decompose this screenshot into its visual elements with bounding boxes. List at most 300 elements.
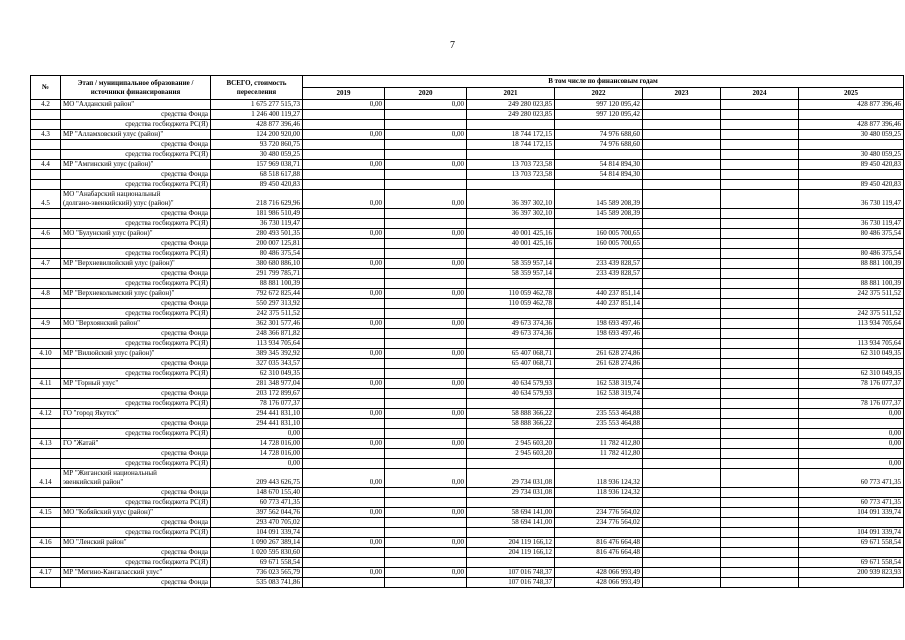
cell-year-2025: 78 176 077,37	[799, 379, 904, 389]
cell-total: 280 493 501,35	[211, 229, 303, 239]
cell-year-2025: 428 877 396,46	[799, 120, 904, 130]
table-row-source	[31, 219, 904, 229]
cell-year-2020	[385, 518, 467, 528]
cell-total: 30 480 059,25	[211, 150, 303, 160]
cell-year-2020	[385, 309, 467, 319]
cell-name-line2: эвенкийский район"	[63, 478, 124, 486]
cell-year-2022	[555, 339, 643, 349]
cell-year-2023	[643, 429, 721, 439]
cell-year-2024	[721, 339, 799, 349]
cell-name: средства Фонда	[61, 209, 211, 219]
cell-year-2025: 113 934 705,64	[799, 319, 904, 329]
cell-year-2019	[303, 269, 385, 279]
cell-year-2023	[643, 578, 721, 588]
cell-year-2019	[303, 498, 385, 508]
cell-year-2025: 62 310 049,35	[799, 369, 904, 379]
cell-total: 36 730 119,47	[211, 219, 303, 229]
table-row-municipality	[31, 568, 904, 578]
header-by-years: В том числе по финансовым годам	[303, 76, 904, 88]
cell-year-2020	[385, 548, 467, 558]
cell-year-2022	[555, 558, 643, 568]
cell-year-2022: 997 120 095,42	[555, 100, 643, 110]
cell-year-2022: 160 005 700,65	[555, 239, 643, 249]
cell-year-2024	[721, 389, 799, 399]
cell-year-2022	[555, 180, 643, 190]
cell-num	[31, 429, 61, 439]
table-row-source	[31, 249, 904, 259]
cell-year-2022	[555, 429, 643, 439]
cell-year-2023	[643, 568, 721, 578]
cell-name: средства Фонда	[61, 449, 211, 459]
table-row-municipality	[31, 319, 904, 329]
cell-year-2022: 145 589 208,39	[555, 209, 643, 219]
cell-year-2023	[643, 269, 721, 279]
cell-year-2020	[385, 170, 467, 180]
cell-year-2025: 36 730 119,47	[799, 219, 904, 229]
cell-year-2023	[643, 100, 721, 110]
cell-year-2020	[385, 578, 467, 588]
cell-year-2021: 249 280 023,85	[467, 100, 555, 110]
cell-year-2019	[303, 309, 385, 319]
table-row-municipality	[31, 439, 904, 449]
cell-name-line1: МО "Анабарский национальный	[63, 190, 161, 198]
cell-year-2025: 200 939 823,93	[799, 568, 904, 578]
cell-total: 209 443 626,75	[211, 469, 303, 488]
cell-name: средства госбюджета РС(Я)	[61, 369, 211, 379]
cell-total: 62 310 049,35	[211, 369, 303, 379]
table-row-municipality	[31, 469, 904, 488]
cell-year-2025: 0,00	[799, 409, 904, 419]
cell-year-2021: 13 703 723,58	[467, 160, 555, 170]
header-year-2020: 2020	[385, 88, 467, 100]
cell-year-2020: 0,00	[385, 259, 467, 269]
cell-year-2019	[303, 219, 385, 229]
cell-year-2023	[643, 399, 721, 409]
cell-num	[31, 369, 61, 379]
cell-name: средства госбюджета РС(Я)	[61, 459, 211, 469]
cell-year-2020	[385, 209, 467, 219]
cell-year-2022: 428 066 993,49	[555, 568, 643, 578]
cell-year-2022: 74 976 688,60	[555, 130, 643, 140]
cell-year-2024	[721, 469, 799, 488]
table-row-source	[31, 548, 904, 558]
cell-year-2019	[303, 249, 385, 259]
table-row-source	[31, 369, 904, 379]
table-body	[31, 100, 904, 588]
header-year-2023: 2023	[643, 88, 721, 100]
cell-year-2024	[721, 239, 799, 249]
cell-total: 88 881 100,39	[211, 279, 303, 289]
table-row-source	[31, 279, 904, 289]
cell-num: 4.14	[31, 469, 61, 488]
cell-year-2020: 0,00	[385, 130, 467, 140]
cell-year-2021: 204 119 166,12	[467, 538, 555, 548]
cell-year-2025: 88 881 100,39	[799, 259, 904, 269]
cell-num	[31, 359, 61, 369]
cell-num	[31, 180, 61, 190]
cell-year-2022	[555, 399, 643, 409]
cell-year-2020	[385, 329, 467, 339]
cell-year-2019: 0,00	[303, 568, 385, 578]
cell-name: МО "Булунский улус (район)"	[61, 229, 211, 239]
cell-num	[31, 140, 61, 150]
cell-year-2025: 78 176 077,37	[799, 399, 904, 409]
cell-total: 1 090 267 389,14	[211, 538, 303, 548]
cell-name: МР "Верхнеколымский улус (район)"	[61, 289, 211, 299]
cell-year-2024	[721, 170, 799, 180]
cell-year-2025: 428 877 396,46	[799, 100, 904, 110]
cell-year-2022: 234 776 564,02	[555, 518, 643, 528]
cell-year-2023	[643, 508, 721, 518]
table-row-source	[31, 170, 904, 180]
cell-year-2022: 118 936 124,32	[555, 469, 643, 488]
cell-year-2021: 204 119 166,12	[467, 548, 555, 558]
cell-year-2021	[467, 120, 555, 130]
cell-year-2020	[385, 389, 467, 399]
cell-total: 1 020 595 830,60	[211, 548, 303, 558]
cell-year-2023	[643, 319, 721, 329]
cell-year-2020	[385, 459, 467, 469]
header-num: №	[31, 76, 61, 100]
cell-year-2020: 0,00	[385, 568, 467, 578]
cell-name: МР "Мегино-Кангаласский улус"	[61, 568, 211, 578]
cell-year-2023	[643, 538, 721, 548]
cell-year-2022: 997 120 095,42	[555, 110, 643, 120]
cell-year-2022	[555, 249, 643, 259]
cell-name: средства госбюджета РС(Я)	[61, 150, 211, 160]
cell-num	[31, 419, 61, 429]
cell-num	[31, 279, 61, 289]
cell-year-2025: 69 671 558,54	[799, 538, 904, 548]
cell-year-2020: 0,00	[385, 289, 467, 299]
cell-num	[31, 209, 61, 219]
cell-year-2019	[303, 299, 385, 309]
cell-total: 362 301 577,46	[211, 319, 303, 329]
cell-total: 80 486 375,54	[211, 249, 303, 259]
cell-year-2019	[303, 578, 385, 588]
cell-year-2023	[643, 150, 721, 160]
cell-year-2023	[643, 219, 721, 229]
cell-year-2021	[467, 180, 555, 190]
cell-year-2024	[721, 488, 799, 498]
cell-year-2021: 36 397 302,10	[467, 209, 555, 219]
cell-year-2025: 242 375 511,52	[799, 309, 904, 319]
cell-year-2025	[799, 488, 904, 498]
cell-total: 792 672 825,44	[211, 289, 303, 299]
cell-year-2025	[799, 389, 904, 399]
cell-num	[31, 578, 61, 588]
cell-year-2021: 58 359 957,14	[467, 269, 555, 279]
cell-year-2024	[721, 329, 799, 339]
table-row-source	[31, 329, 904, 339]
cell-num: 4.13	[31, 439, 61, 449]
cell-year-2024	[721, 180, 799, 190]
cell-year-2025: 36 730 119,47	[799, 190, 904, 209]
table-row-source	[31, 110, 904, 120]
cell-year-2024	[721, 150, 799, 160]
cell-num	[31, 459, 61, 469]
cell-year-2022	[555, 498, 643, 508]
cell-year-2019: 0,00	[303, 130, 385, 140]
table-row-source	[31, 239, 904, 249]
cell-num	[31, 150, 61, 160]
cell-year-2024	[721, 508, 799, 518]
cell-year-2019	[303, 429, 385, 439]
cell-name: средства Фонда	[61, 239, 211, 249]
cell-name: МР "Верхневилюйский улус (район)"	[61, 259, 211, 269]
cell-year-2022: 54 814 894,30	[555, 170, 643, 180]
cell-year-2021: 49 673 374,36	[467, 319, 555, 329]
cell-name: средства госбюджета РС(Я)	[61, 498, 211, 508]
table-row-source	[31, 498, 904, 508]
cell-year-2025: 89 450 420,83	[799, 160, 904, 170]
cell-year-2019	[303, 459, 385, 469]
cell-year-2025	[799, 299, 904, 309]
cell-year-2025: 60 773 471,35	[799, 498, 904, 508]
cell-year-2022: 233 439 828,57	[555, 269, 643, 279]
cell-year-2020	[385, 120, 467, 130]
cell-year-2020	[385, 359, 467, 369]
cell-total: 181 986 510,49	[211, 209, 303, 219]
cell-year-2021	[467, 279, 555, 289]
cell-num: 4.12	[31, 409, 61, 419]
cell-year-2021: 249 280 023,85	[467, 110, 555, 120]
cell-num: 4.4	[31, 160, 61, 170]
cell-year-2024	[721, 279, 799, 289]
table-row-source	[31, 389, 904, 399]
cell-year-2025	[799, 209, 904, 219]
cell-year-2025: 80 486 375,54	[799, 249, 904, 259]
cell-year-2020: 0,00	[385, 538, 467, 548]
cell-year-2021: 40 001 425,16	[467, 229, 555, 239]
cell-year-2020	[385, 449, 467, 459]
cell-name: средства Фонда	[61, 389, 211, 399]
table-row-municipality	[31, 508, 904, 518]
cell-year-2021: 110 059 462,78	[467, 299, 555, 309]
cell-total: 294 441 831,10	[211, 419, 303, 429]
cell-num: 4.11	[31, 379, 61, 389]
cell-num	[31, 389, 61, 399]
cell-year-2019: 0,00	[303, 469, 385, 488]
cell-num	[31, 329, 61, 339]
cell-year-2024	[721, 309, 799, 319]
cell-num	[31, 249, 61, 259]
cell-year-2019: 0,00	[303, 439, 385, 449]
cell-year-2025: 69 671 558,54	[799, 558, 904, 568]
cell-year-2019: 0,00	[303, 508, 385, 518]
cell-year-2021: 29 734 031,08	[467, 469, 555, 488]
cell-total: 0,00	[211, 429, 303, 439]
cell-total: 0,00	[211, 459, 303, 469]
cell-year-2024	[721, 219, 799, 229]
cell-year-2021: 58 694 141,00	[467, 508, 555, 518]
cell-total: 157 969 038,71	[211, 160, 303, 170]
cell-year-2020	[385, 498, 467, 508]
cell-year-2022: 816 476 664,48	[555, 538, 643, 548]
cell-year-2022: 440 237 851,14	[555, 299, 643, 309]
cell-year-2021: 36 397 302,10	[467, 190, 555, 209]
cell-num: 4.9	[31, 319, 61, 329]
cell-name: МР "Вилюйский улус (район)"	[61, 349, 211, 359]
cell-total: 428 877 396,46	[211, 120, 303, 130]
cell-num: 4.3	[31, 130, 61, 140]
cell-year-2021: 40 001 425,16	[467, 239, 555, 249]
cell-year-2024	[721, 190, 799, 209]
cell-year-2023	[643, 359, 721, 369]
cell-year-2025: 30 480 059,25	[799, 130, 904, 140]
cell-year-2020	[385, 180, 467, 190]
cell-year-2019	[303, 140, 385, 150]
cell-year-2021	[467, 309, 555, 319]
cell-name: средства Фонда	[61, 299, 211, 309]
cell-year-2020	[385, 279, 467, 289]
cell-year-2019: 0,00	[303, 160, 385, 170]
cell-name: средства госбюджета РС(Я)	[61, 309, 211, 319]
cell-year-2024	[721, 528, 799, 538]
cell-total: 1 675 277 515,73	[211, 100, 303, 110]
cell-year-2021: 110 059 462,78	[467, 289, 555, 299]
cell-name: МО "Верхоянский район"	[61, 319, 211, 329]
cell-year-2023	[643, 309, 721, 319]
cell-year-2022: 234 776 564,02	[555, 508, 643, 518]
cell-year-2024	[721, 120, 799, 130]
cell-year-2020: 0,00	[385, 379, 467, 389]
table-row-source	[31, 449, 904, 459]
cell-year-2023	[643, 120, 721, 130]
table-row-source	[31, 399, 904, 409]
cell-year-2021	[467, 459, 555, 469]
cell-year-2023	[643, 558, 721, 568]
cell-year-2023	[643, 209, 721, 219]
cell-year-2022: 440 237 851,14	[555, 289, 643, 299]
cell-year-2022: 74 976 688,60	[555, 140, 643, 150]
cell-year-2022	[555, 120, 643, 130]
cell-year-2023	[643, 249, 721, 259]
cell-year-2019	[303, 548, 385, 558]
cell-num: 4.5	[31, 190, 61, 209]
cell-year-2025: 104 091 339,74	[799, 528, 904, 538]
cell-year-2022	[555, 528, 643, 538]
cell-year-2023	[643, 329, 721, 339]
cell-year-2022: 118 936 124,32	[555, 488, 643, 498]
cell-total: 203 172 899,67	[211, 389, 303, 399]
cell-name: средства Фонда	[61, 140, 211, 150]
cell-year-2020	[385, 399, 467, 409]
cell-total: 327 035 343,57	[211, 359, 303, 369]
cell-year-2019: 0,00	[303, 190, 385, 209]
cell-num: 4.17	[31, 568, 61, 578]
cell-year-2022	[555, 309, 643, 319]
cell-year-2019	[303, 488, 385, 498]
cell-year-2019: 0,00	[303, 229, 385, 239]
cell-year-2021	[467, 429, 555, 439]
table-row-source	[31, 180, 904, 190]
cell-year-2024	[721, 259, 799, 269]
table-row-municipality	[31, 190, 904, 209]
cell-year-2020: 0,00	[385, 508, 467, 518]
cell-total: 78 176 077,37	[211, 399, 303, 409]
cell-year-2023	[643, 180, 721, 190]
cell-total: 69 671 558,54	[211, 558, 303, 568]
cell-year-2024	[721, 568, 799, 578]
header-year-2024: 2024	[721, 88, 799, 100]
cell-year-2021: 107 016 748,37	[467, 578, 555, 588]
cell-year-2024	[721, 558, 799, 568]
cell-name: ГО "Жатай"	[61, 439, 211, 449]
cell-total: 14 728 016,00	[211, 439, 303, 449]
cell-total: 281 348 977,04	[211, 379, 303, 389]
cell-total: 389 345 392,92	[211, 349, 303, 359]
cell-year-2023	[643, 299, 721, 309]
cell-year-2020	[385, 110, 467, 120]
cell-name: МО "Ленский район"	[61, 538, 211, 548]
financing-table	[30, 75, 904, 588]
cell-num	[31, 269, 61, 279]
cell-name: средства Фонда	[61, 110, 211, 120]
cell-year-2021: 49 673 374,36	[467, 329, 555, 339]
cell-year-2023	[643, 488, 721, 498]
cell-year-2020: 0,00	[385, 349, 467, 359]
cell-total: 550 297 313,92	[211, 299, 303, 309]
page-number: 7	[450, 40, 455, 51]
cell-year-2025	[799, 449, 904, 459]
cell-total: 242 375 511,52	[211, 309, 303, 319]
table-row-municipality	[31, 160, 904, 170]
cell-num: 4.8	[31, 289, 61, 299]
cell-year-2025: 0,00	[799, 439, 904, 449]
cell-year-2022: 11 782 412,80	[555, 449, 643, 459]
cell-year-2021: 40 634 579,93	[467, 379, 555, 389]
table-row-source	[31, 269, 904, 279]
cell-year-2023	[643, 459, 721, 469]
cell-year-2023	[643, 548, 721, 558]
cell-year-2023	[643, 518, 721, 528]
cell-year-2020	[385, 249, 467, 259]
cell-num	[31, 170, 61, 180]
cell-year-2019	[303, 528, 385, 538]
cell-year-2024	[721, 439, 799, 449]
cell-year-2023	[643, 369, 721, 379]
cell-year-2022: 160 005 700,65	[555, 229, 643, 239]
cell-year-2022: 235 553 464,88	[555, 409, 643, 419]
cell-year-2025: 89 450 420,83	[799, 180, 904, 190]
cell-total: 68 518 617,88	[211, 170, 303, 180]
cell-year-2023	[643, 439, 721, 449]
cell-year-2023	[643, 449, 721, 459]
table-row-source	[31, 459, 904, 469]
cell-year-2022	[555, 369, 643, 379]
cell-year-2022: 11 782 412,80	[555, 439, 643, 449]
table-row-municipality	[31, 229, 904, 239]
cell-year-2020	[385, 369, 467, 379]
cell-total: 104 091 339,74	[211, 528, 303, 538]
cell-total: 218 716 629,96	[211, 190, 303, 209]
cell-year-2024	[721, 399, 799, 409]
header-year-2019: 2019	[303, 88, 385, 100]
cell-num: 4.10	[31, 349, 61, 359]
cell-year-2024	[721, 379, 799, 389]
cell-num	[31, 339, 61, 349]
header-year-2022: 2022	[555, 88, 643, 100]
cell-year-2023	[643, 190, 721, 209]
cell-year-2025	[799, 518, 904, 528]
cell-year-2021: 65 407 068,71	[467, 349, 555, 359]
cell-num	[31, 558, 61, 568]
cell-year-2025: 113 934 705,64	[799, 339, 904, 349]
cell-name: средства госбюджета РС(Я)	[61, 339, 211, 349]
cell-year-2024	[721, 498, 799, 508]
cell-year-2025	[799, 140, 904, 150]
